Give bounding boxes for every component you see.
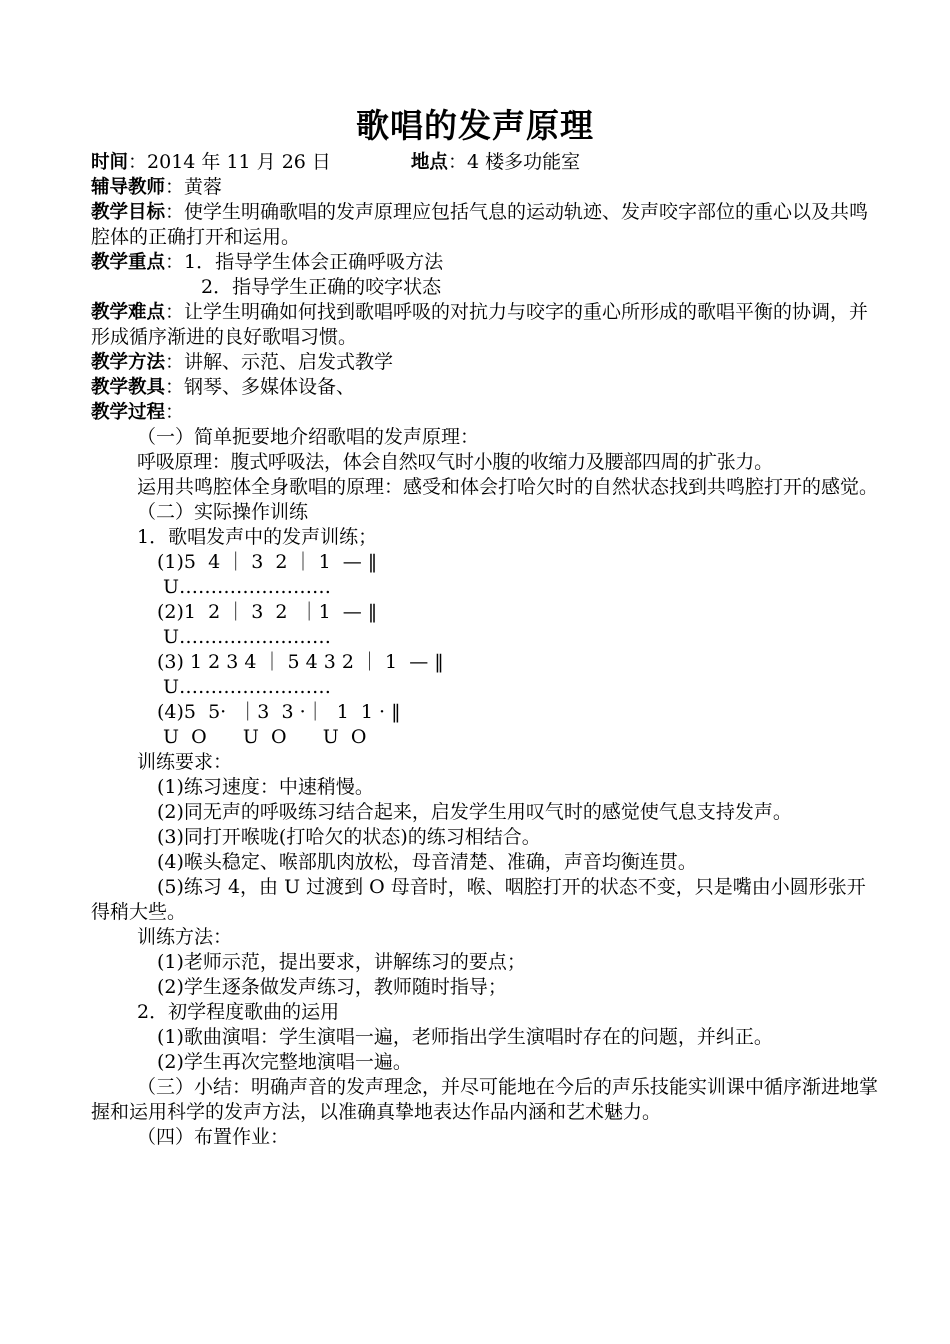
difficulty-paragraph (91, 300, 881, 350)
subsection-1-heading: 1．歌唱发声中的发声训练； (137, 526, 378, 548)
requirement-1: (1)练习速度：中速稍慢。 (157, 776, 374, 798)
difficulty-value: ：让学生明确如何找到歌唱呼吸的对抗力与咬字的重心所形成的歌唱平衡的协调，并形成循序渐进的良好歌唱习惯。 (91, 301, 869, 348)
exercise-4: (4)5 5· ｜3 3 ·｜ 1 1 · ‖ (157, 701, 401, 723)
method-value: ：讲解、示范、启发式教学 (165, 351, 394, 373)
breath-principle: 呼吸原理：腹式呼吸法，体会自然叹气时小腹的收缩力及腰部四周的扩张力。 (137, 451, 773, 473)
time-value: ：2014 年 11 月 26 日 (128, 151, 331, 173)
time-label: 时间 (91, 152, 129, 173)
place-label: 地点 (410, 152, 448, 173)
requirement-4: (4)喉头稳定、喉部肌肉放松，母音清楚、准确，声音均衡连贯。 (157, 851, 697, 873)
requirements-title: 训练要求： (137, 751, 233, 773)
song-step-1: (1)歌曲演唱：学生演唱一遍，老师指出学生演唱时存在的问题，并纠正。 (157, 1026, 773, 1048)
exercise-3-vowel: U…………………… (163, 676, 332, 698)
teacher-label: 辅导教师 (91, 177, 166, 198)
section-4-homework: （四）布置作业： (137, 1126, 290, 1148)
key-line-1 (91, 250, 881, 275)
exercise-1-vowel: U…………………… (163, 576, 332, 598)
exercise-2-vowel: U…………………… (163, 626, 332, 648)
tools-label: 教学教具 (91, 377, 166, 398)
section-3-summary: （三）小结：明确声音的发声理念，并尽可能地在今后的声乐技能实训课中循序渐进地掌握和运用科学的发声方法，以准确真挚地表达作品内涵和艺术魅力。 (91, 1076, 879, 1123)
teacher-value: ：黄蓉 (165, 176, 223, 198)
difficulty-label: 教学难点 (91, 302, 166, 323)
training-method-2: (2)学生逐条做发声练习，教师随时指导； (157, 976, 507, 998)
page-title: 歌唱的发声原理 (356, 106, 594, 145)
section-2-heading: （二）实际操作训练 (137, 501, 309, 523)
method-line (91, 350, 881, 375)
section-1-heading: （一）简单扼要地介绍歌唱的发声原理： (137, 426, 480, 448)
exercise-3: (3) 1 2 3 4 ｜ 5 4 3 2 ｜ 1 — ‖ (157, 651, 444, 673)
process-colon: ： (165, 401, 185, 423)
song-step-2: (2)学生再次完整地演唱一遍。 (157, 1051, 412, 1073)
subsection-2-heading: 2．初学程度歌曲的运用 (137, 1001, 340, 1023)
tools-value: ：钢琴、多媒体设备、 (165, 376, 356, 398)
exercise-2: (2)1 2 ｜ 3 2 ｜1 — ‖ (157, 601, 378, 623)
exercise-1: (1)5 4 ｜ 3 2 ｜ 1 — ‖ (157, 551, 378, 573)
teacher-line (91, 175, 881, 200)
process-label: 教学过程 (91, 402, 166, 423)
requirement-3: (3)同打开喉咙(打哈欠的状态)的练习相结合。 (157, 826, 541, 848)
key-label: 教学重点 (91, 252, 166, 273)
place-value: ：4 楼多功能室 (447, 151, 581, 173)
key-line-2 (91, 275, 881, 300)
resonance-principle: 运用共鸣腔体全身歌唱的原理：感受和体会打哈欠时的自然状态找到共鸣腔打开的感觉。 (137, 476, 879, 498)
document-body (91, 150, 881, 1150)
time-place-line (91, 150, 881, 175)
key-item-2: 2．指导学生正确的咬字状态 (201, 276, 442, 298)
training-method-1: (1)老师示范，提出要求，讲解练习的要点； (157, 951, 526, 973)
goal-paragraph (91, 200, 881, 250)
key-item-1: ：1．指导学生体会正确呼吸方法 (165, 251, 444, 273)
goal-value: ：使学生明确歌唱的发声原理应包括气息的运动轨迹、发声咬字部位的重心以及共鸣腔体的正确打开和运用。 (91, 201, 869, 248)
exercise-4-vowel: U O U O U O (163, 726, 367, 748)
requirement-2: (2)同无声的呼吸练习结合起来，启发学生用叹气时的感觉使气息支持发声。 (157, 801, 792, 823)
requirement-5: (5)练习 4，由 U 过渡到 O 母音时，喉、咽腔打开的状态不变，只是嘴由小圆形张开得稍大些。 (91, 876, 866, 923)
tools-line (91, 375, 881, 400)
process-line (91, 400, 881, 425)
training-method-title: 训练方法： (137, 926, 233, 948)
goal-label: 教学目标 (91, 202, 166, 223)
method-label: 教学方法 (91, 352, 166, 373)
